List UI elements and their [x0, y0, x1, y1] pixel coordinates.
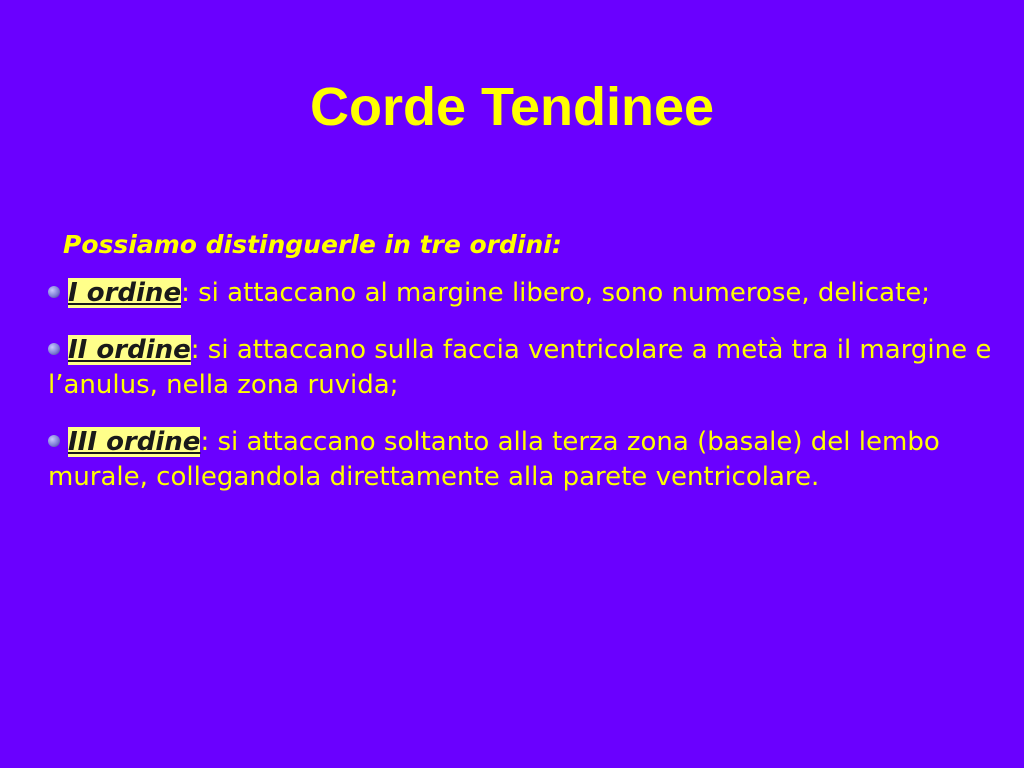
list-item [48, 276, 998, 311]
slide-title: Corde Tendinee [309, 77, 715, 137]
intro-text: Possiamo distinguerle in tre ordini: [63, 230, 562, 259]
item-term: III ordine [68, 427, 201, 457]
list-item [48, 333, 998, 403]
list-item [48, 425, 998, 495]
item-term: I ordine [68, 278, 182, 308]
bullet-icon [48, 286, 60, 298]
bullet-icon [48, 435, 60, 447]
bullet-icon [48, 343, 60, 355]
item-text: : si attaccano soltanto alla terza zona (basale) del lembo murale, collegandola direttamente alla parete ventricolare. [48, 427, 940, 492]
slide-content [48, 226, 998, 517]
item-text: : si attaccano al margine libero, sono numerose, delicate; [181, 278, 931, 308]
item-term: II ordine [68, 335, 191, 365]
item-text: : si attaccano sulla faccia ventricolare a metà tra il margine e l’anulus, nella zona ruvida; [48, 335, 992, 400]
